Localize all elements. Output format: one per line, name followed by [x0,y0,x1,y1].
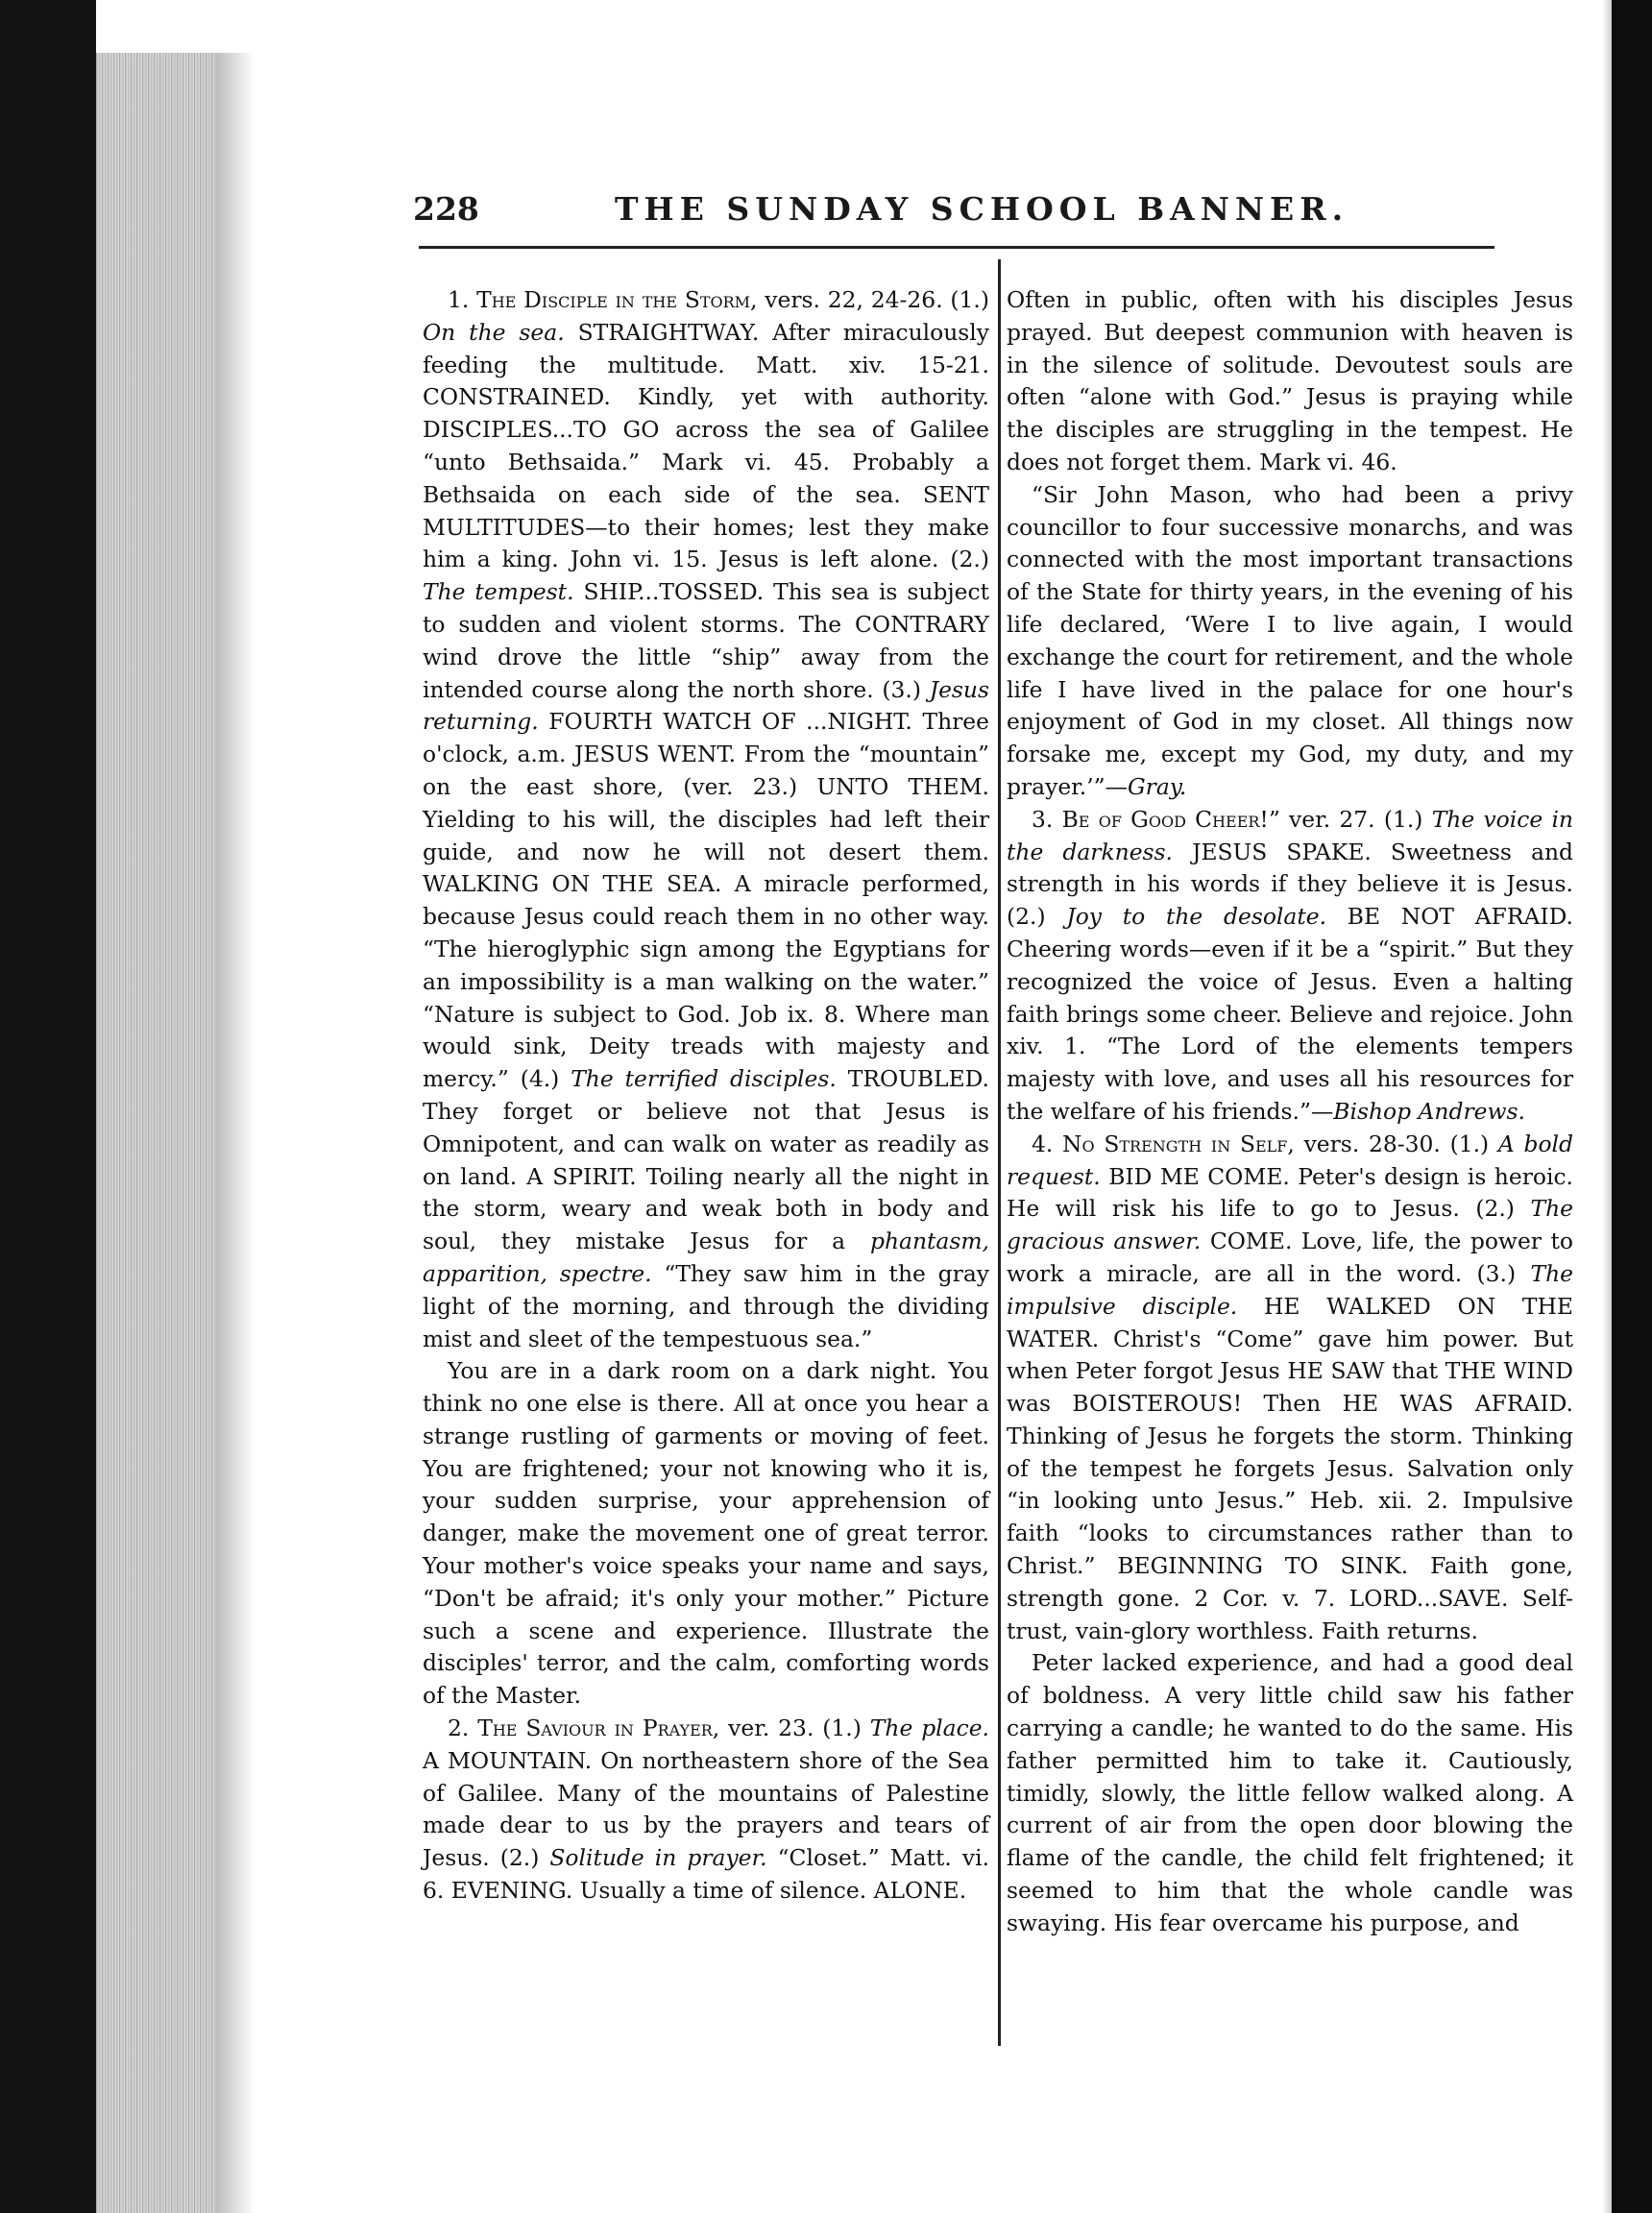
gutter-shadow [216,53,255,2213]
right-column [1007,284,1573,1940]
section-heading: 1. The Disciple in the Storm, [448,286,758,313]
text-run: “They saw him in the gray light of the morning, and through the dividing mist and sleet of the tempestuous sea.” [423,1259,989,1352]
text-run: FOURTH WATCH OF ...NIGHT. Three o'clock, a.m. JESUS WENT. From the “mountain” on the east shore, (ver. 23.) UNTO THEM. Yielding to his will, the disciples had left their guide, and now he will not desert them. WALKING ON THE SEA. A miracle performed, because Jesus could reach them in no other way. “The hieroglyphic sign among the Egyptians for an impossibility is a man walking on the water.” “Nature is subject to God. Job ix. 8. Where man would sink, Deity treads with majesty and mercy.” (4.) [423,708,989,1093]
text-run: HE WALKED ON THE WATER. Christ's “Come” gave him power. But when Peter forgot Jesus HE SAW that THE WIND was BOISTEROUS! Then HE WAS AFRAID. Thinking of Jesus he forgets the storm. Thinking of the tempest he forgets Jesus. Salvation only “in looking unto Jesus.” Heb. xii. 2. Impulsive faith “looks to circumstances rather than to Christ.” BEGINNING TO SINK. Faith gone, strength gone. 2 Cor. v. 7. LORD...SAVE. Self-trust, vain-glory worthless. Faith returns. [1007,1292,1573,1644]
text-run: “Closet.” Matt. vi. 6. EVENING. Usually a time of silence. ALONE. [423,1844,990,1905]
attribution: Gray. [1128,772,1187,800]
italic-subhead: The voice in the darkness. [1007,805,1573,865]
book-binding-edge [0,0,96,2213]
italic-subhead: The place. [869,1714,989,1742]
quotation-paragraph [1007,479,1573,804]
page-number: 228 [413,190,479,228]
section-heading: 4. No Strength in Self, [1032,1130,1295,1157]
italic-subhead: The tempest. [423,578,574,606]
text-run: BID ME COME. Peter's design is heroic. He will risk his life to go to Jesus. (2.) [1007,1162,1573,1223]
column-divider [998,259,1001,2046]
italic-subhead: Solitude in prayer. [549,1844,767,1872]
italic-subhead: A bold request. [1007,1130,1574,1190]
italic-subhead: The impulsive disciple. [1007,1259,1573,1320]
running-title: THE SUNDAY SCHOOL BANNER. [615,190,1349,228]
text-run: A MOUNTAIN. On northeastern shore of the Sea of Galilee. Many of the mountains of Palestine made dear to us by the prayers and tears of Jesus. (2.) [423,1746,989,1872]
section-4-paragraph [1007,1129,1573,1648]
text-run: “Sir John Mason, who had been a privy councillor to four successive monarchs, and was connected with the most important transactions of the State for thirty years, in the evening of his life declared, ‘Were I to live again, I would exchange the court for retirement, and the whole life I have lived in the palace for one hour's enjoyment of God in my closet. All things now forsake me, except my God, my duty, and my prayer.’”— [1007,480,1573,800]
text-run: ver. 23. (1.) [719,1714,870,1742]
section-heading: 2. The Saviour in Prayer, [448,1714,720,1742]
left-column [423,284,989,1908]
italic-subhead: On the sea. [423,318,565,346]
italic-subhead: Joy to the desolate. [1066,903,1327,931]
text-run: STRAIGHTWAY. After miraculously feeding the multitude. Matt. xiv. 15-21. CONSTRAINED. Kindly, yet with authority. DISCIPLES...TO GO across the sea of Galilee “unto Bethsaida.” Mark vi. 45. Probably a Bethsaida on each side of the sea. SENT MULTITUDES—to their homes; lest they make him a king. John vi. 15. Jesus is left alone. (2.) [423,318,989,573]
right-scan-border [1612,0,1652,2213]
illustration-paragraph: You are in a dark room on a dark night. You think no one else is there. All at once you hear a strange rustling of garments or moving of feet. You are frightened; your not knowing who it is, your sudden surprise, your apprehension of danger, make the movement one of great terror. Your mother's voice speaks your name and says, “Don't be afraid; it's only your mother.” Picture such a scene and experience. Illustrate the disciples' terror, and the calm, comforting words of the Master. [423,1357,989,1710]
text-run: ver. 27. (1.) [1279,805,1432,833]
page-header [413,190,1489,240]
right-page-shadow [1602,0,1612,2213]
italic-subhead: The terrified disciples. [571,1065,837,1093]
text-run: BE NOT AFRAID. Cheering words—even if it be a “spirit.” But they recognized the voice of Jesus. Even a halting faith brings some cheer. Believe and rejoice. John xiv. 1. “The Lord of the elements tempers majesty with love, and uses all his resources for the welfare of his friends.”— [1007,903,1573,1125]
section-heading: 3. Be of Good Cheer!” [1032,805,1280,833]
page-stack-edge [96,53,216,2213]
illustration-paragraph: Peter lacked experience, and had a good deal of boldness. A very little child saw his father carrying a candle; he wanted to do the same. His father permitted him to take it. Cautiously, timidly, slowly, the little fellow walked along. A current of air from the open door blowing the flame of the candle, the child felt frightened; it seemed to him that the whole candle was swaying. His fear overcame his purpose, and [1007,1649,1573,1936]
section-3-paragraph [1007,804,1573,1129]
text-run: COME. Love, life, the power to work a miracle, are all in the word. (3.) [1007,1228,1573,1287]
text-run: TROUBLED. They forget or believe not that Jesus is Omnipotent, and can walk on water as readily as on land. A SPIRIT. Toiling nearly all the night in the storm, weary and weak both in body and soul, they mistake Jesus for a [423,1065,989,1255]
header-rule [419,246,1494,249]
italic-subhead: Jesus returning. [423,675,989,736]
italic-phrase: phantasm, apparition, spectre. [423,1228,989,1287]
text-run: SHIP...TOSSED. This sea is subject to sudden and violent storms. The CONTRARY wind drove the little “ship” away from the intended course along the north shore. (3.) [423,578,989,703]
attribution: Bishop Andrews. [1333,1097,1525,1125]
text-run: vers. 28-30. (1.) [1294,1130,1498,1157]
section-2-paragraph [423,1713,989,1908]
italic-subhead: The gracious answer. [1007,1195,1573,1255]
text-run: JESUS SPAKE. Sweetness and strength in his words if they believe it is Jesus. (2.) [1007,838,1573,931]
continued-paragraph: Often in public, often with his disciples Jesus prayed. But deepest communion with heaven is in the silence of solitude. Devoutest souls are often “alone with God.” Jesus is praying while the disciples are struggling in the tempest. He does not forget them. Mark vi. 46. [1007,286,1573,475]
text-run: vers. 22, 24-26. (1.) [757,286,989,313]
section-1-paragraph [423,284,989,1355]
